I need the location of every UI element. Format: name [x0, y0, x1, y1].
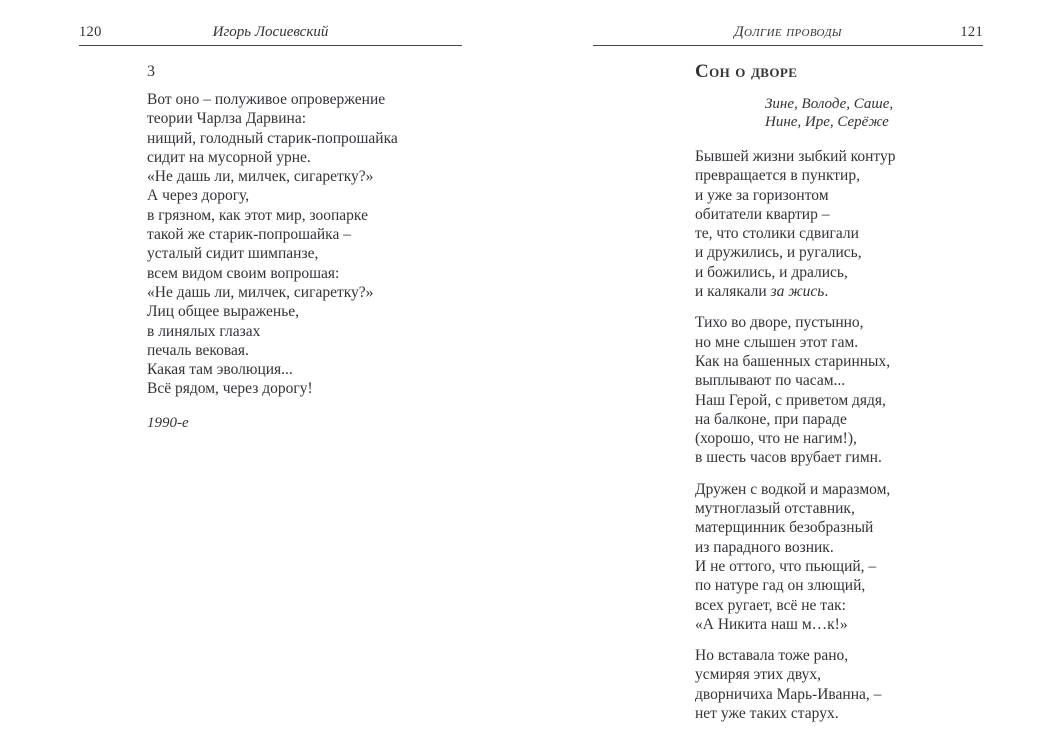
poem-line: но мне слышен этот гам.: [695, 333, 859, 351]
poem-line: в шесть часов врубает гимн.: [695, 449, 882, 467]
poem-line: превращается в пунктир,: [695, 167, 860, 185]
stanza: [695, 480, 983, 634]
poem-line: нищий, голодный старик-попрошайка: [147, 129, 398, 147]
poem-title: Сон о дворе: [695, 61, 798, 82]
running-header-left: [79, 24, 462, 46]
poem-column-right: [695, 61, 983, 723]
text-segment: и калякали: [695, 283, 771, 301]
section-number: 3: [147, 63, 155, 80]
stanza: [695, 646, 983, 723]
poem-line: Дружен с водкой и маразмом,: [695, 480, 891, 498]
poem-line: всем видом своим вопрошая:: [147, 264, 340, 282]
stanza: [695, 313, 983, 467]
poem-line: «Не дашь ли, милчек, сигаретку?»: [147, 283, 374, 301]
date-line: 1990-е: [147, 414, 189, 431]
poem-line: [695, 282, 983, 301]
poem-line: в линялых глазах: [147, 322, 261, 340]
poem-line: Тихо во дворе, пустынно,: [695, 314, 864, 332]
poem-line: Вот оно – полуживое опровержение: [147, 91, 386, 108]
poem-line: дворничиха Марь-Иванна, –: [695, 685, 882, 703]
running-header-book-title: Долгие проводы: [734, 24, 842, 40]
poem-line: «А Никита наш м…к!»: [695, 615, 848, 633]
poem-line: Зине, Володе, Саше,: [765, 96, 894, 112]
poem-line: А через дорогу,: [147, 187, 250, 205]
poem-line: Как на башенных старинных,: [695, 352, 891, 370]
poem-line: из парадного возник.: [695, 538, 834, 556]
poem-body-right: [695, 147, 983, 723]
poem-line: обитатели квартир –: [695, 205, 830, 223]
poem-line: Какая там эволюция...: [147, 361, 293, 379]
page-number-right: 121: [960, 24, 983, 40]
poem-line: на балконе, при параде: [695, 410, 847, 428]
stanza: [695, 147, 983, 301]
poem-line: «Не дашь ли, милчек, сигаретку?»: [147, 168, 374, 186]
poem-line: и божились, и дрались,: [695, 263, 848, 281]
poem-line: такой же старик-попрошайка –: [147, 226, 351, 244]
poem-line: матерщинник безобразный: [695, 519, 874, 537]
poem-line: сидит на мусорной урне.: [147, 148, 311, 166]
poem-line: Нине, Ире, Серёже: [765, 113, 889, 130]
poem-line: и уже за горизонтом: [695, 186, 829, 204]
running-header-author: Игорь Лосиевский: [212, 24, 329, 40]
page-right: [526, 0, 1053, 744]
poem-line: (хорошо, что не нагим!),: [695, 430, 857, 448]
poem-line: Бывшей жизни зыбкий контур: [695, 148, 896, 165]
poem-line: усмиряя этих двух,: [695, 666, 822, 684]
poem-column-left: [147, 63, 462, 432]
poem-line: и дружились, и ругались,: [695, 244, 862, 262]
page-number-left: 120: [79, 24, 102, 40]
poem-line: по натуре гад он злющий,: [695, 577, 866, 595]
poem-line: теории Чарлза Дарвина:: [147, 110, 307, 128]
poem-body-left: [147, 90, 462, 399]
poem-line: Но вставала тоже рано,: [695, 647, 849, 665]
page-left: [0, 0, 526, 744]
poem-line: мутноглазый отставник,: [695, 500, 855, 518]
running-header-right: [593, 24, 983, 46]
italic-phrase: за жись: [770, 283, 825, 301]
poem-line: Наш Герой, с приветом дядя,: [695, 391, 886, 409]
poem-line: в грязном, как этот мир, зоопарке: [147, 206, 368, 224]
poem-line: Лиц общее выраженье,: [147, 303, 300, 321]
poem-line: И не оттого, что пьющий, –: [695, 557, 877, 575]
poem-line: Всё рядом, через дорогу!: [147, 380, 313, 398]
text-segment: .: [824, 283, 829, 301]
poem-line: нет уже таких старух.: [695, 705, 839, 723]
poem-line: всех ругает, всё не так:: [695, 596, 846, 614]
dedication: [765, 96, 983, 131]
poem-line: печаль вековая.: [147, 341, 249, 359]
poem-line: выплывают по часам...: [695, 372, 846, 390]
poem-line: те, что столики сдвигали: [695, 225, 859, 243]
poem-line: усталый сидит шимпанзе,: [147, 245, 319, 263]
